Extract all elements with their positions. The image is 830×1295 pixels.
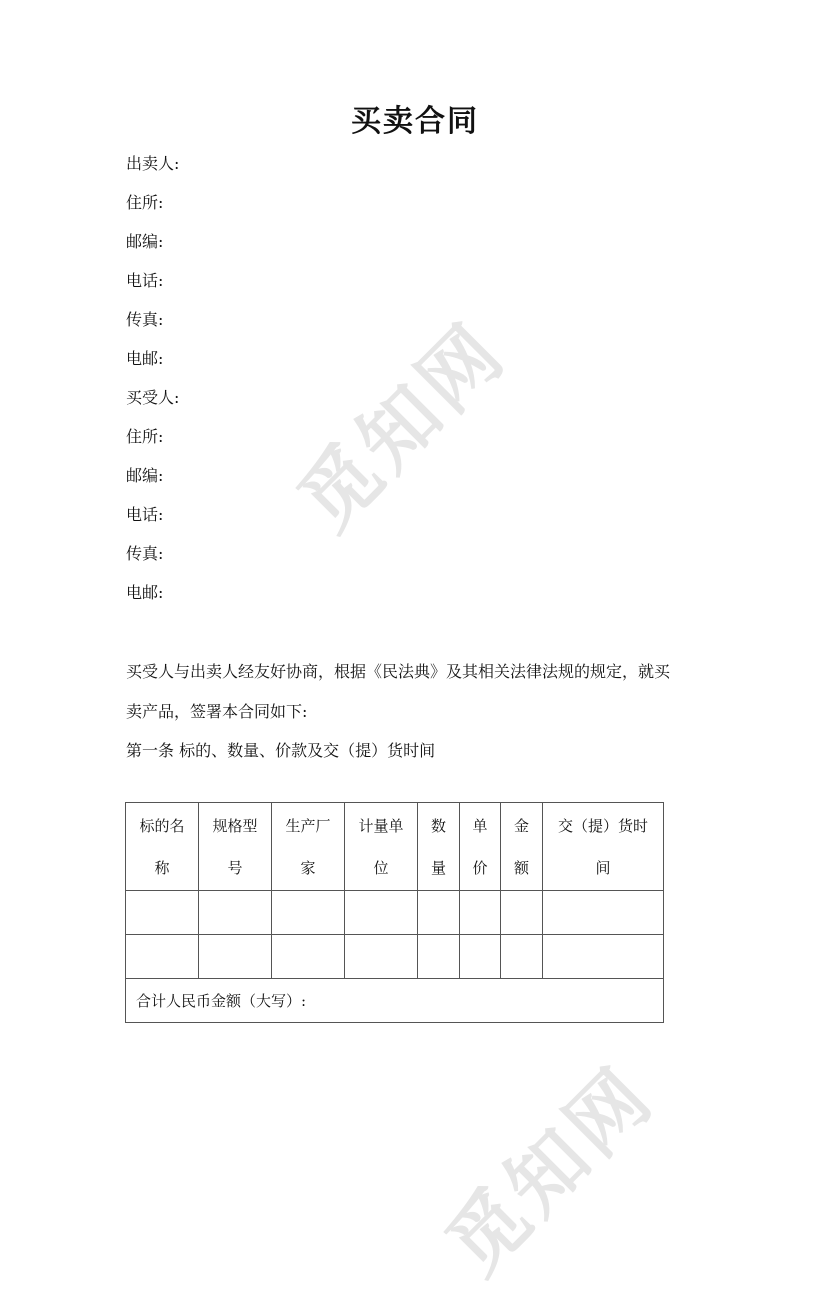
intro-paragraph-line1: 买受人与出卖人经友好协商，根据《民法典》及其相关法律法规的规定，就买: [126, 662, 671, 681]
table-cell: [418, 891, 460, 935]
table-cell: [501, 891, 543, 935]
table-row: [126, 891, 664, 935]
seller-name-label: 出卖人:: [126, 154, 180, 173]
table-cell: [199, 891, 272, 935]
table-cell: [126, 935, 199, 979]
buyer-name-label: 买受人:: [126, 388, 180, 407]
table-total-row: [126, 979, 664, 1023]
table-cell: [272, 935, 345, 979]
header-manufacturer: 生产厂 家: [272, 803, 345, 891]
header-unit: 计量单 位: [345, 803, 418, 891]
header-quantity: 数 量: [418, 803, 460, 891]
watermark: 觅知网: [282, 306, 524, 548]
seller-email-label: 电邮:: [126, 349, 164, 368]
intro-paragraph-line2: 卖产品，签署本合同如下:: [126, 702, 308, 721]
seller-address-label: 住所:: [126, 193, 164, 212]
header-item-name: 标的名 称: [126, 803, 199, 891]
table-cell: [199, 935, 272, 979]
header-amount: 金 额: [501, 803, 543, 891]
table-cell: [345, 891, 418, 935]
table-cell: [345, 935, 418, 979]
table-cell: [418, 935, 460, 979]
header-spec-model: 规格型 号: [199, 803, 272, 891]
table-cell: [126, 891, 199, 935]
table-cell: [543, 891, 664, 935]
table-cell: [460, 891, 501, 935]
buyer-postcode-label: 邮编:: [126, 466, 164, 485]
table-cell: [460, 935, 501, 979]
buyer-email-label: 电邮:: [126, 583, 164, 602]
goods-table: [125, 802, 664, 1023]
total-amount-label: 合计人民币金额（大写）:: [126, 979, 664, 1023]
buyer-phone-label: 电话:: [126, 505, 164, 524]
table-cell: [501, 935, 543, 979]
header-unit-price: 单 价: [460, 803, 501, 891]
document-title: 买卖合同: [351, 104, 479, 139]
seller-fax-label: 传真:: [126, 310, 164, 329]
table-cell: [543, 935, 664, 979]
article-1-heading: 第一条 标的、数量、价款及交（提）货时间: [126, 741, 436, 760]
seller-phone-label: 电话:: [126, 271, 164, 290]
buyer-fax-label: 传真:: [126, 544, 164, 563]
table-header-row: [126, 803, 664, 891]
seller-postcode-label: 邮编:: [126, 232, 164, 251]
watermark: 觅知网: [430, 1050, 672, 1292]
buyer-address-label: 住所:: [126, 427, 164, 446]
table-cell: [272, 891, 345, 935]
header-delivery-time: 交（提）货时 间: [543, 803, 664, 891]
table-row: [126, 935, 664, 979]
